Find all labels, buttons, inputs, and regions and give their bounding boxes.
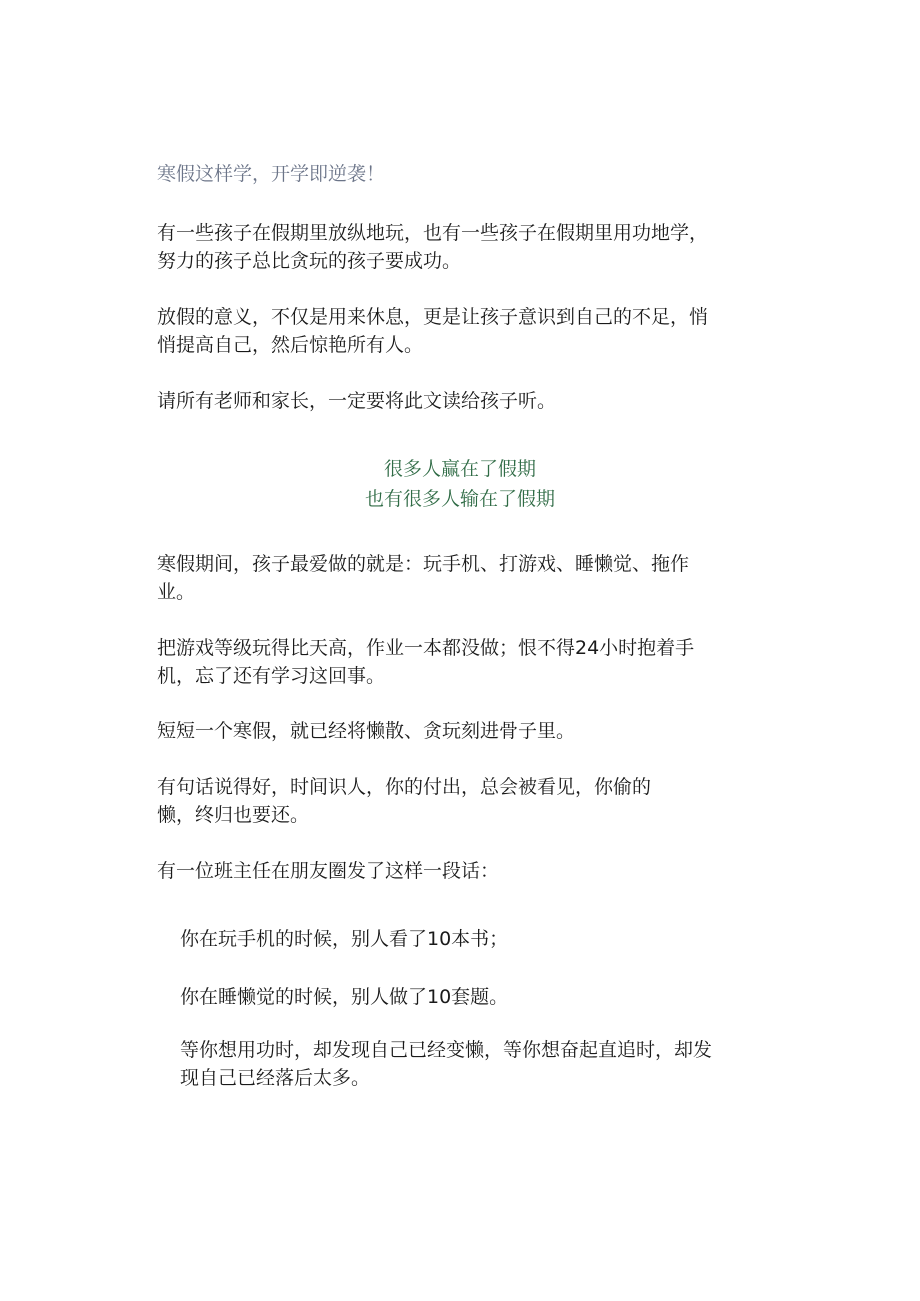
quote-2-line-1: 你在睡懒觉的时候，别人做了10套题。 — [180, 986, 509, 1008]
paragraph-4 — [157, 550, 757, 606]
paragraph-5 — [157, 634, 757, 690]
article-title: 寒假这样学，开学即逆袭！ — [157, 163, 386, 185]
paragraph-4-line-2: 业。 — [157, 581, 196, 603]
quote-3-line-2: 现自己已经落后太多。 — [180, 1067, 371, 1089]
paragraph-7-line-1: 有句话说得好，时间识人，你的付出，总会被看见，你偷的 — [157, 776, 652, 798]
paragraph-1 — [157, 219, 757, 275]
paragraph-7 — [157, 773, 757, 829]
paragraph-6-line-1: 短短一个寒假，就已经将懒散、贪玩刻进骨子里。 — [157, 720, 576, 742]
paragraph-2-line-2: 悄提高自己，然后惊艳所有人。 — [157, 334, 424, 356]
paragraph-8 — [157, 857, 757, 885]
quote-1 — [180, 925, 780, 953]
section-heading-line-1: 很多人赢在了假期 — [383, 458, 536, 480]
section-heading-line-2: 也有很多人输在了假期 — [364, 488, 555, 510]
paragraph-2-line-1: 放假的意义，不仅是用来休息，更是让孩子意识到自己的不足，悄 — [157, 306, 709, 328]
paragraph-5-line-2: 机，忘了还有学习这回事。 — [157, 665, 386, 687]
quote-3 — [180, 1036, 780, 1092]
quote-1-line-1: 你在玩手机的时候，别人看了10本书； — [180, 928, 509, 950]
quote-2 — [180, 983, 780, 1011]
paragraph-3-line-1: 请所有老师和家长，一定要将此文读给孩子听。 — [157, 390, 557, 412]
paragraph-1-line-2: 努力的孩子总比贪玩的孩子要成功。 — [157, 250, 462, 272]
section-heading — [0, 454, 920, 514]
quote-3-line-1: 等你想用功时，却发现自己已经变懒，等你想奋起直追时，却发 — [180, 1039, 713, 1061]
paragraph-4-line-1: 寒假期间，孩子最爱做的就是：玩手机、打游戏、睡懒觉、拖作 — [157, 553, 690, 575]
paragraph-6 — [157, 717, 757, 745]
paragraph-3 — [157, 387, 757, 415]
paragraph-2 — [157, 303, 757, 359]
paragraph-5-line-1: 把游戏等级玩得比天高，作业一本都没做；恨不得24小时抱着手 — [157, 637, 695, 659]
paragraph-8-line-1: 有一位班主任在朋友圈发了这样一段话： — [157, 860, 500, 882]
paragraph-7-line-2: 懒，终归也要还。 — [157, 804, 310, 826]
paragraph-1-line-1: 有一些孩子在假期里放纵地玩，也有一些孩子在假期里用功地学， — [157, 222, 709, 244]
